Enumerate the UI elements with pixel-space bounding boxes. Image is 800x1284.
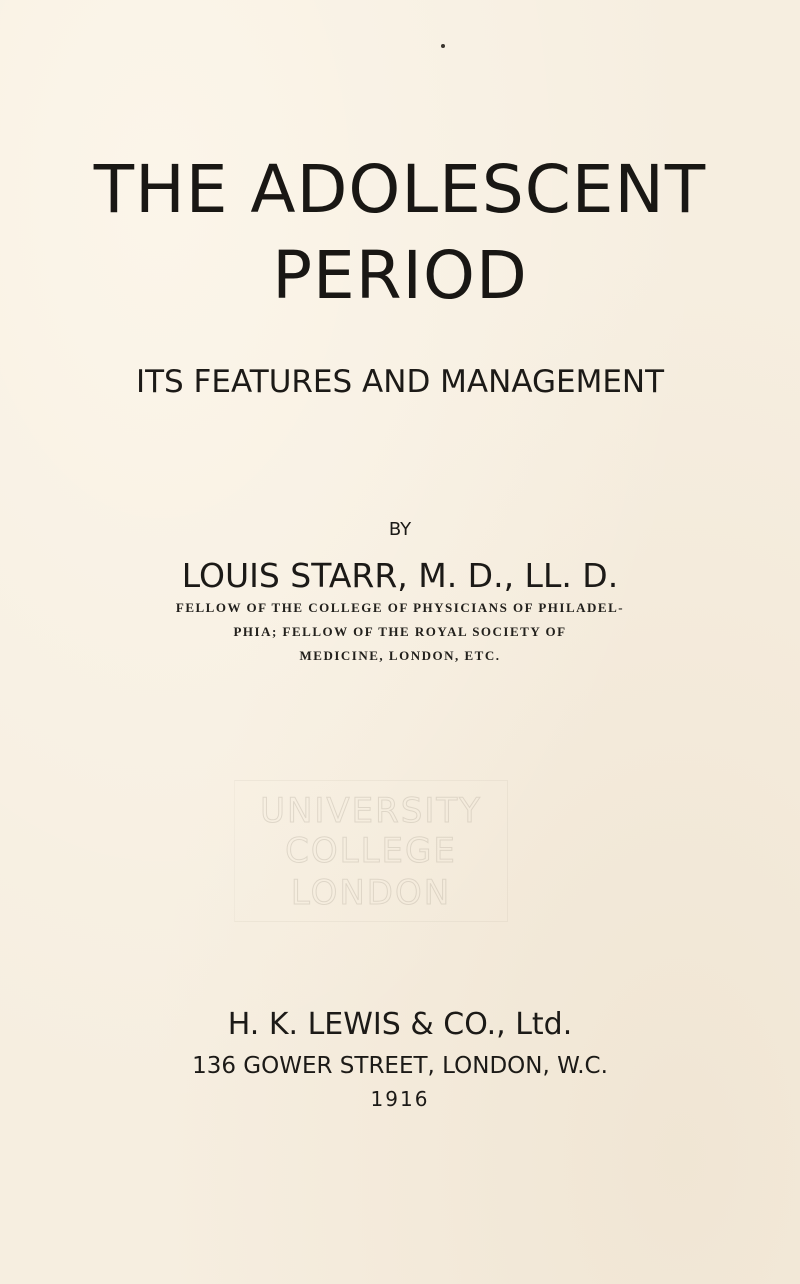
stamp-line-2: COLLEGE [285, 831, 457, 871]
by-label: BY [388, 519, 412, 540]
book-subtitle: ITS FEATURES AND MANAGEMENT [135, 364, 665, 400]
stamp-line-1: UNIVERSITY [260, 791, 482, 831]
book-title-line-2: PERIOD [272, 237, 528, 314]
stamp-line-3: LONDON [290, 873, 452, 913]
publisher-name: H. K. LEWIS & CO., Ltd. [227, 1007, 573, 1042]
library-stamp [234, 780, 508, 922]
author-credentials-line-2: PHIA; FELLOW OF THE ROYAL SOCIETY OF [233, 624, 567, 639]
author-credentials-line-1: FELLOW OF THE COLLEGE OF PHYSICIANS OF PHILADEL- [175, 600, 625, 615]
ink-speck [441, 44, 445, 48]
book-title-line-1: THE ADOLESCENT [93, 151, 707, 228]
publisher-address: 136 GOWER STREET, LONDON, W.C. [192, 1053, 608, 1079]
author-credentials-line-3: MEDICINE, LONDON, ETC. [299, 648, 501, 663]
publication-year: 1916 [370, 1087, 430, 1111]
author-name: LOUIS STARR, M. D., LL. D. [181, 556, 619, 595]
